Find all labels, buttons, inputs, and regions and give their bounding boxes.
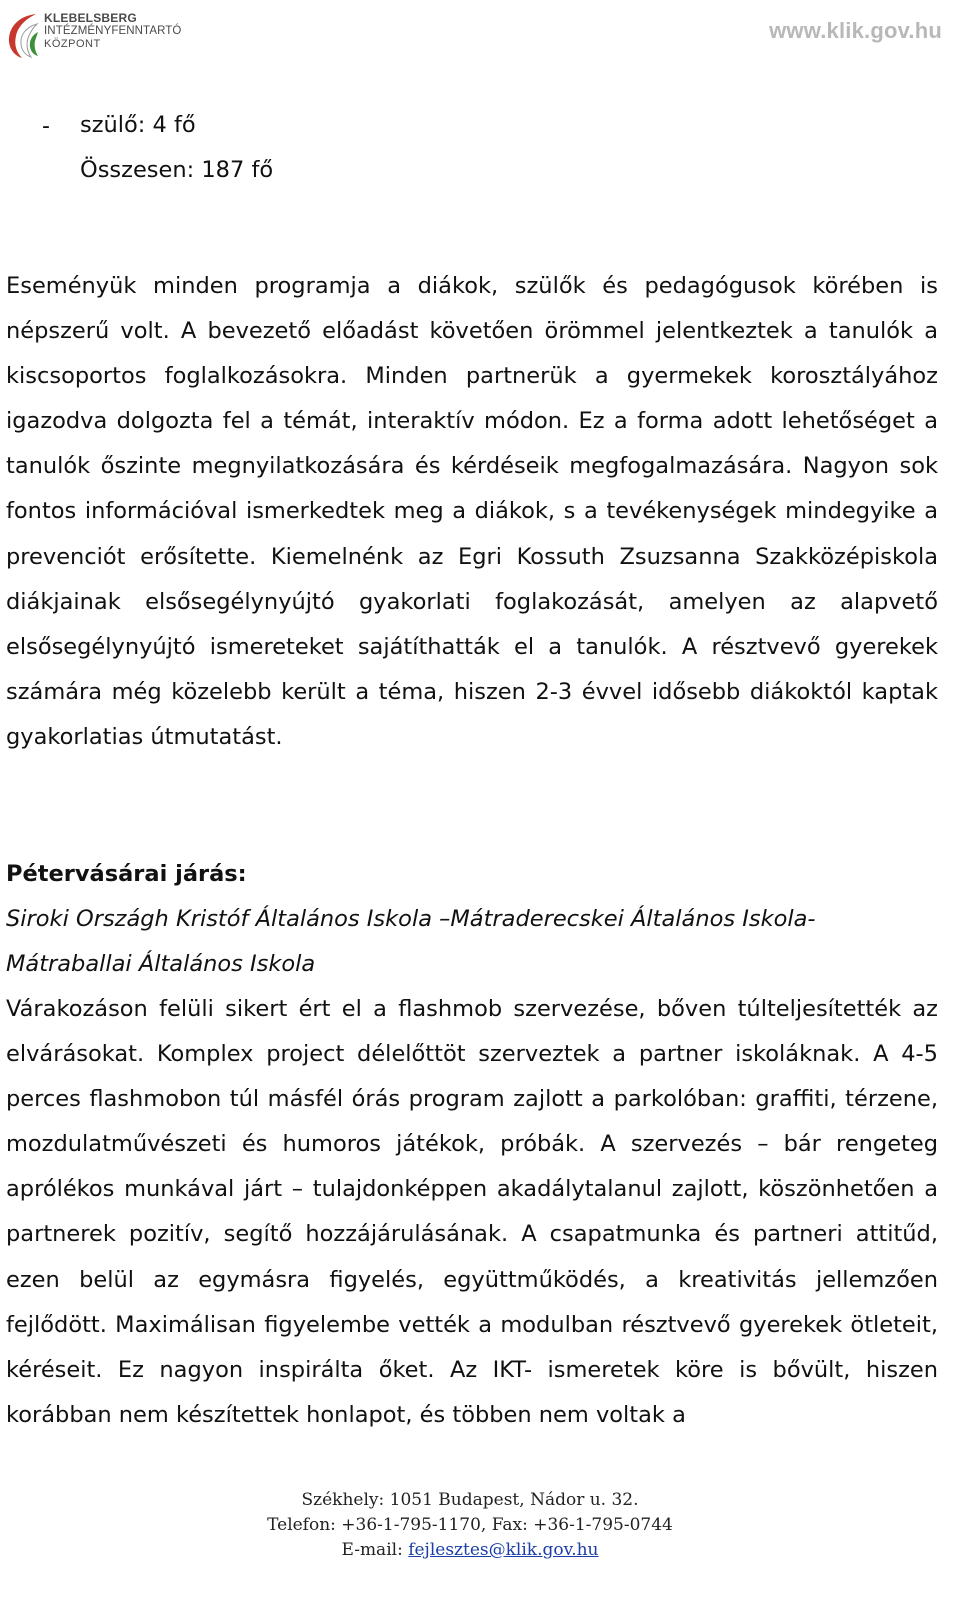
page-footer — [0, 1488, 940, 1563]
footer-phone: Telefon: +36-1-795-1170, Fax: +36-1-795-0744 — [267, 1515, 673, 1535]
footer-email-link[interactable]: fejlesztes@klik.gov.hu — [408, 1540, 599, 1560]
logo-line-1: KLEBELSBERG — [44, 11, 137, 25]
footer-email-line — [0, 1538, 940, 1563]
site-url[interactable]: www.klik.gov.hu — [769, 18, 942, 43]
logo-line-3: KÖZPONT — [44, 38, 101, 50]
participant-list — [6, 107, 938, 197]
page-header — [0, 0, 960, 70]
logo-wordmark — [44, 12, 181, 51]
list-dash: - — [42, 114, 50, 139]
paragraph-events: Eseményük minden programja a diákok, szülők és pedagógusok körében is népszerű volt. A bevezető előadást követően örömmel jelentkeztek a tanulók a kiscsoportos foglalkozásokra. Minden partnerük a gyermekek korosztályához igazodva dolgozta fel a témát, interaktív módon. Ez a forma adott lehetőséget a tanulók őszinte megnyilatkozására és kérdéseik megfogalmazására. Nagyon sok fontos információval ismerkedtek meg a diákok, s a tevékenységek mindegyike a prevenciót erősítette. Kiemelnénk az Egri Kossuth Zsuzsanna Szakközépiskola diákjainak elsősegélynyújtó gyakorlati foglakozását, amelyen az alapvető elsősegélynyújtó ismereteket sajátíthatták el a tanulók. A résztvevő gyerekek számára még közelebb került a téma, hiszen 2-3 évvel idősebb diákoktól kaptak gyakorlatias útmutatást. — [6, 273, 938, 750]
school-names: Siroki Országh Kristóf Általános Iskola –Mátraderecskei Általános Iskola-Mátraballai Általános Iskola — [6, 906, 816, 977]
klik-emblem-icon — [6, 10, 40, 60]
list-item-total: Összesen: 187 fő — [80, 157, 274, 183]
section-heading: Pétervásárai járás: — [6, 861, 247, 887]
footer-address: Székhely: 1051 Budapest, Nádor u. 32. — [301, 1490, 639, 1510]
list-item-parents: szülő: 4 fő — [80, 112, 196, 138]
logo-line-2: INTÉZMÉNYFENNTARTÓ — [44, 25, 182, 37]
paragraph-flashmob: Várakozáson felüli sikert ért el a flashmob szervezése, bőven túlteljesítették az elvárásokat. Komplex project délelőttöt szerveztek a partner iskoláknak. A 4-5 perces flashmobon túl másfél órás program zajlott a parkolóban: graffiti, térzene, mozdulatművészeti és humoros játékok, próbák. A szervezés – bár rengeteg aprólékos munkával járt – tulajdonképpen akadálytalanul zajlott, köszönhetően a partnerek pozitív, segítő hozzájárulásának. A csapatmunka és partneri attitűd, ezen belül az egymásra figyelés, együttműködés, a kreativitás jellemzően fejlődött. Maximálisan figyelembe vették a modulban résztvevő gyerekek ötleteit, kéréseit. Ez nagyon inspirálta őket. Az IKT- ismeretek köre is bővült, hiszen korábban nem készítettek honlapot, és többen nem voltak a — [6, 996, 938, 1428]
footer-email-label: E-mail: — [341, 1540, 403, 1560]
document-body — [6, 107, 938, 1428]
klik-logo — [6, 10, 181, 60]
